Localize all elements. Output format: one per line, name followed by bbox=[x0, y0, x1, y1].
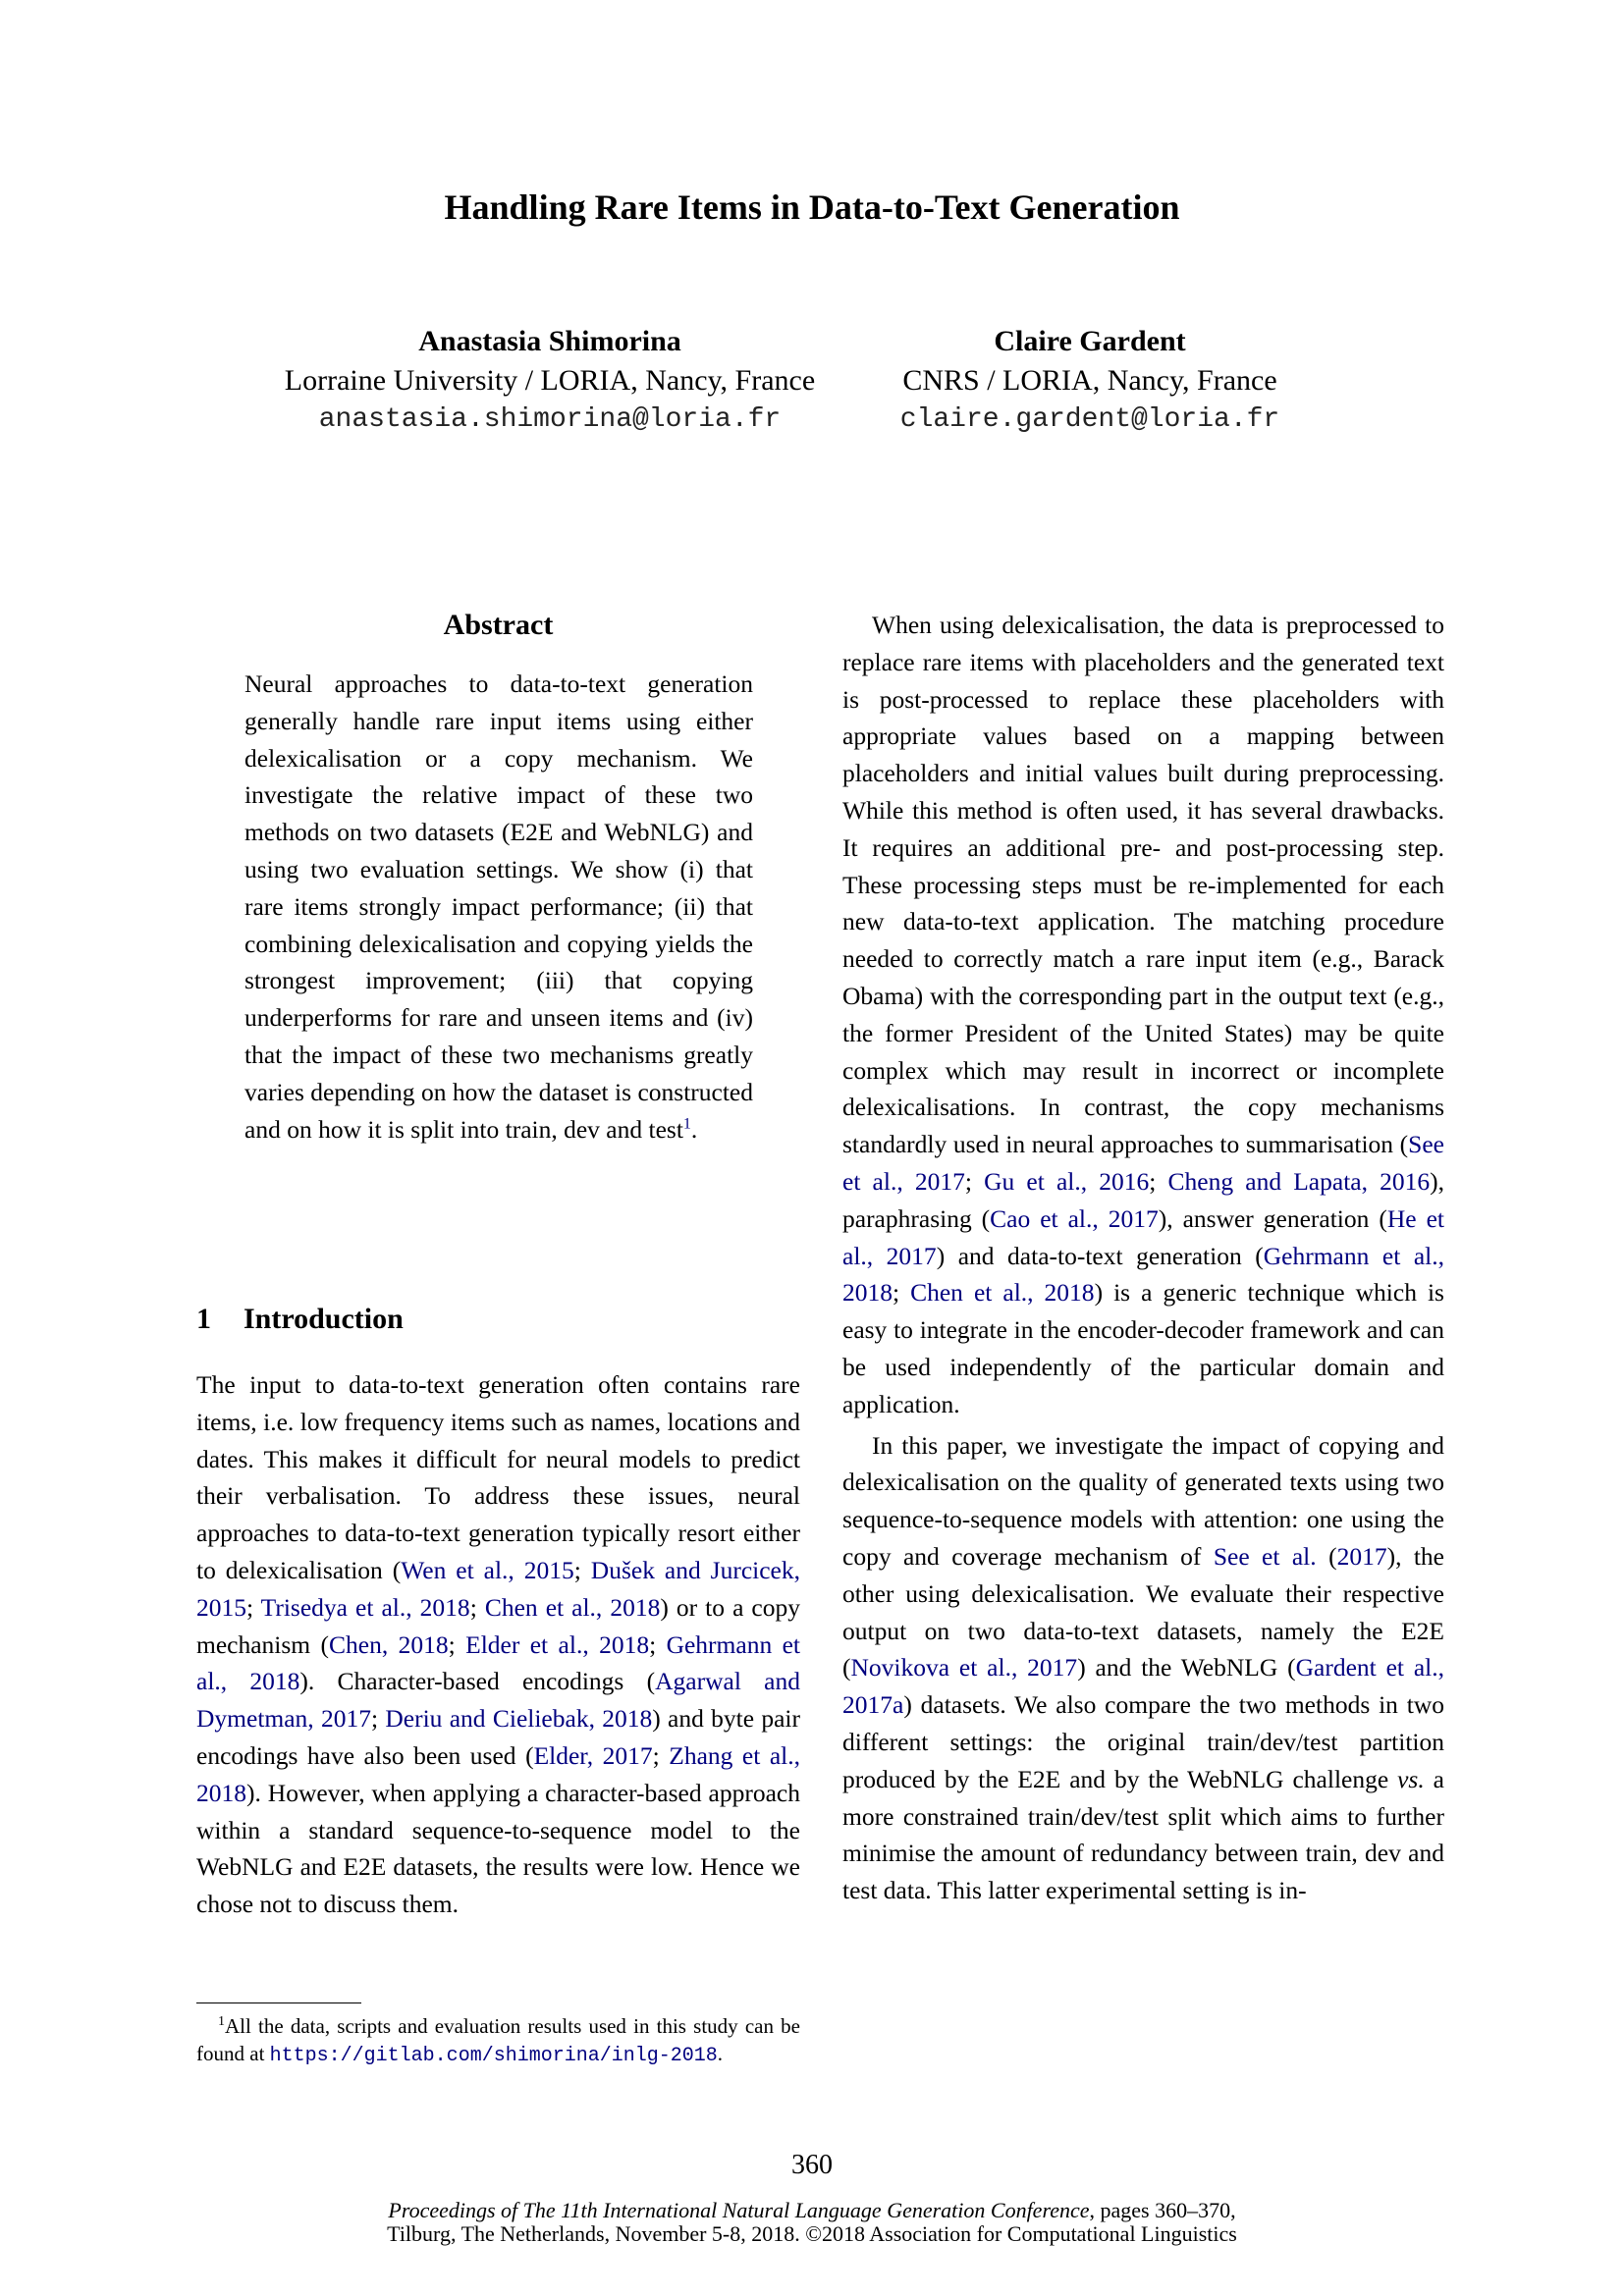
citation-link[interactable]: He et al., 2017 bbox=[842, 1203, 1444, 1270]
citation-link[interactable]: Novikova et al., 2017 bbox=[850, 1653, 1078, 1682]
text: ). Character-based encodings ( bbox=[299, 1667, 656, 1696]
paragraph: When using delexicalisation, the data is preprocessed to replace rare items with placeholders and the generated text is post-processed to replace these placeholders with appropriate values based on a mapping between placeholders and initial values built during preprocessing. While this method is often used, it has several drawbacks. It requires an additional pre- and post-processing step. These processing steps must be re-implemented for each new data-to-text application. The matching procedure needed to correctly match a rare input item (e.g., Barack Obama) with the corresponding part in the output text (e.g., the former President of the United States) may be quite complex which may result in incorrect or incomplete delexicalisations. In contrast, the copy mechanisms standardly used in neural approaches to summarisation (See et al., 2017; Gu et al., 2016; Cheng and Lapata, 2016), paraphrasing (Cao et al., 2017), answer generation (He et al., 2017) and data-to-text generation (Gehrmann et al., 2018; Chen et al., 2018) is a generic technique which is easy to integrate in the encoder-decoder framework and can be used independently of the particular domain and application. bbox=[842, 611, 1444, 1418]
citation-link[interactable]: Deriu and Cieliebak, 2018 bbox=[385, 1704, 653, 1734]
text: ), answer generation ( bbox=[1158, 1203, 1387, 1233]
citation-link[interactable]: Zhang et al., 2018 bbox=[196, 1740, 800, 1807]
author-block-2 bbox=[864, 322, 1316, 440]
introduction-body bbox=[196, 1366, 800, 1923]
citation-link[interactable]: Cao et al., 2017 bbox=[990, 1203, 1159, 1233]
text: ) and data-to-text generation ( bbox=[936, 1241, 1264, 1270]
citation-link[interactable]: Gu et al., 2016 bbox=[984, 1166, 1150, 1196]
text: In this paper, we investigate the impact of copying and delexicalisation on the quality of generated texts using two sequence-to-sequence models with attention: one using the copy and coverage mechanism of bbox=[842, 1430, 1444, 1571]
author-email[interactable]: claire.gardent@loria.fr bbox=[899, 404, 1280, 435]
citation-link[interactable]: Wen et al., 2015 bbox=[401, 1555, 574, 1584]
emphasis: vs. bbox=[1397, 1764, 1425, 1793]
section-heading-introduction bbox=[196, 1303, 404, 1336]
footnote-text: All the data, scripts and evaluation results used in this study can be found at bbox=[196, 2014, 800, 2065]
proceedings-pages: , pages 360–370, bbox=[1089, 2198, 1236, 2222]
paper-title: Handling Rare Items in Data-to-Text Generation bbox=[444, 187, 1180, 227]
citation-link[interactable]: Cheng and Lapata, 2016 bbox=[1167, 1166, 1431, 1196]
citation-link[interactable]: 2017 bbox=[1336, 1541, 1387, 1571]
text: ) is a generic technique which is easy to integrate in the encoder-decoder framework and can be used independently of the particular domain and application. bbox=[842, 1278, 1444, 1418]
author-block-1 bbox=[236, 322, 864, 440]
citation-link[interactable]: Chen et al., 2018 bbox=[910, 1278, 1095, 1308]
citation-link[interactable]: Elder et al., 2018 bbox=[465, 1629, 650, 1659]
footnote-marker: 1 bbox=[218, 2014, 225, 2029]
citation-link[interactable]: Dušek and Jurcicek, 2015 bbox=[196, 1555, 800, 1622]
author-name: Anastasia Shimorina bbox=[418, 325, 681, 357]
text: ), paraphrasing ( bbox=[842, 1166, 1444, 1233]
citation-link[interactable]: Chen et al., 2018 bbox=[484, 1592, 661, 1622]
footnote-divider bbox=[196, 2002, 361, 2003]
citation-link[interactable]: See et al., 2017 bbox=[842, 1130, 1444, 1196]
right-column-body bbox=[842, 607, 1444, 1909]
page-number: 360 bbox=[791, 2150, 833, 2180]
text: ). However, when applying a character-based approach within a standard sequence-to-sequence model to the WebNLG and E2E datasets, the results were low. Hence we chose not to discuss them. bbox=[196, 1778, 800, 1919]
abstract-body bbox=[244, 666, 753, 1148]
citation-link[interactable]: Trisedya et al., 2018 bbox=[260, 1592, 470, 1622]
proceedings-title: Proceedings of The 11th International Natural Language Generation Conference bbox=[388, 2198, 1090, 2222]
citation-link[interactable]: Chen, 2018 bbox=[329, 1629, 449, 1659]
abstract-end: . bbox=[690, 1114, 698, 1144]
citation-link[interactable]: See et al. bbox=[1213, 1541, 1317, 1571]
text: When using delexicalisation, the data is preprocessed to replace rare items with placeholders and the generated text is post-processed to replace these placeholders with appropriate values based on a mapping between placeholders and initial values built during preprocessing. While this method is often used, it has several drawbacks. It requires an additional pre- and post-processing step. These processing steps must be re-implemented for each new data-to-text application. The matching procedure needed to correctly match a rare input item (e.g., Barack Obama) with the corresponding part in the output text (e.g., the former President of the United States) may be quite complex which may result in incorrect or incomplete delexicalisations. In contrast, the copy mechanisms standardly used in neural approaches to summarisation ( bbox=[842, 611, 1444, 1159]
paragraph: The input to data-to-text generation often contains rare items, i.e. low frequency items such as names, locations and dates. This makes it difficult for neural models to predict their verbalisation. To address these issues, neural approaches to data-to-text generation typically resort either to delexicalisation (Wen et al., 2015; Dušek and Jurcicek, 2015; Trisedya et al., 2018; Chen et al., 2018) or to a copy mechanism (Chen, 2018; Elder et al., 2018; Gehrmann et al., 2018). Character-based encodings (Agarwal and Dymetman, 2017; Deriu and Cieliebak, 2018) and byte pair encodings have also been used (Elder, 2017; Zhang et al., 2018). However, when applying a character-based approach within a standard sequence-to-sequence model to the WebNLG and E2E datasets, the results were low. Hence we chose not to discuss them. bbox=[196, 1370, 801, 1919]
footnote bbox=[196, 2008, 800, 2070]
text: ) or to a copy mechanism ( bbox=[196, 1592, 800, 1659]
citation-link[interactable]: Gehrmann et al., 2018 bbox=[196, 1629, 801, 1696]
footnote-ref[interactable]: 1 bbox=[682, 1115, 691, 1133]
proceedings-location: Tilburg, The Netherlands, November 5-8, 2018. ©2018 Association for Computational Linguistics bbox=[387, 2221, 1237, 2246]
proceedings-footer bbox=[0, 2199, 1624, 2246]
section-number: 1 bbox=[196, 1303, 211, 1335]
section-title: Introduction bbox=[244, 1303, 404, 1335]
abstract-heading: Abstract bbox=[443, 609, 554, 641]
text: ) and byte pair encodings have also been used ( bbox=[196, 1704, 800, 1770]
author-email[interactable]: anastasia.shimorina@loria.fr bbox=[318, 404, 782, 435]
author-affiliation: Lorraine University / LORIA, Nancy, France bbox=[284, 364, 816, 397]
abstract-text: Neural approaches to data-to-text generation generally handle rare input items using either delexicalisation or a copy mechanism. We investigate the relative impact of these two methods on two datasets (E2E and WebNLG) and using two evaluation settings. We show (i) that rare items strongly impact performance; (ii) that combining delexicalisation and copying yields the strongest improvement; (iii) that copying underperforms for rare and unseen items and (iv) that the impact of these two mechanisms greatly varies depending on how the dataset is constructed and on how it is split into train, dev and test bbox=[244, 669, 753, 1144]
citation-link[interactable]: Agarwal and Dymetman, 2017 bbox=[196, 1667, 800, 1734]
footnote-end: . bbox=[717, 2042, 723, 2065]
text: ) datasets. We also compare the two methods in two different settings: the original train/dev/test partition produced by the E2E and by the WebNLG challenge bbox=[842, 1690, 1444, 1793]
text: , the other using delexicalisation. We evaluate their respective output on two data-to-text datasets, namely the E2E ( bbox=[842, 1541, 1445, 1682]
citation-link[interactable]: Gehrmann et al., 2018 bbox=[842, 1241, 1444, 1308]
paragraph: In this paper, we investigate the impact of copying and delexicalisation on the quality of generated texts using two sequence-to-sequence models with attention: one using the copy and coverage mechanism of See et al. (2017), the other using delexicalisation. We evaluate their respective output on two data-to-text datasets, namely the E2E (Novikova et al., 2017) and the WebNLG (Gardent et al., 2017a) datasets. We also compare the two methods in two different settings: the original train/dev/test partition produced by the E2E and by the WebNLG challenge vs. a more constrained train/dev/test split which aims to further minimise the amount of redundancy between train, dev and test data. This latter experimental setting is in- bbox=[842, 1430, 1445, 1905]
citation-link[interactable]: Elder, 2017 bbox=[533, 1740, 653, 1770]
author-affiliation: CNRS / LORIA, Nancy, France bbox=[902, 364, 1277, 397]
author-name: Claire Gardent bbox=[994, 325, 1186, 357]
text: ) and the WebNLG ( bbox=[1077, 1653, 1296, 1682]
text: a more constrained train/dev/test split which aims to further minimise the amount of redundancy between train, dev and test data. This latter experimental setting is in- bbox=[842, 1764, 1444, 1905]
footnote-url-link[interactable]: https://gitlab.com/shimorina/inlg-2018 bbox=[269, 2045, 718, 2067]
citation-link[interactable]: Gardent et al., 2017a bbox=[842, 1653, 1445, 1720]
text: The input to data-to-text generation often contains rare items, i.e. low frequency items such as names, locations and dates. This makes it difficult for neural models to predict their verbalisation. To address these issues, neural approaches to data-to-text generation typically resort either to delexicalisation ( bbox=[196, 1370, 800, 1584]
